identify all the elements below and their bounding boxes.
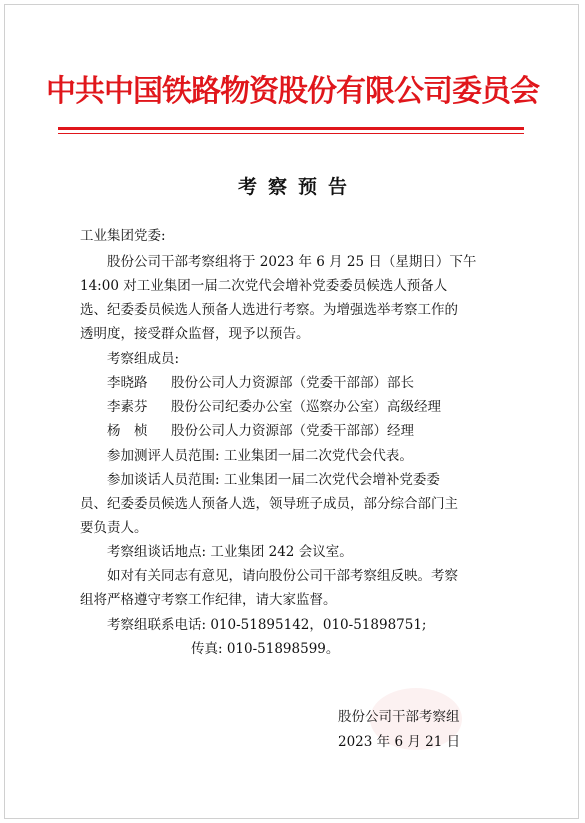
talk-location: 考察组谈话地点: 工业集团 242 会议室。 <box>107 544 353 560</box>
member-row <box>107 419 414 439</box>
member-title: 股份公司纪委办公室（巡察办公室）高级经理 <box>171 399 441 415</box>
org-header: 中共中国铁路物资股份有限公司委员会 <box>46 74 539 109</box>
talk-scope-line: 要负责人。 <box>80 520 148 536</box>
talk-scope-line: 员、纪委委员候选人预备人选，领导班子成员，部分综合部门主 <box>80 496 458 512</box>
member-row <box>107 371 414 391</box>
signature: 股份公司干部考察组 <box>338 709 460 725</box>
member-title: 股份公司人力资源部（党委干部部）部长 <box>171 375 414 391</box>
opinion-line: 组将严格遵守考察工作纪律，请大家监督。 <box>80 592 337 608</box>
evaluation-scope: 参加测评人员范围: 工业集团一届二次党代会代表。 <box>107 448 413 464</box>
member-title: 股份公司人力资源部（党委干部部）经理 <box>171 423 414 439</box>
opinion-line: 如对有关同志有意见，请向股份公司干部考察组反映。考察 <box>107 568 458 584</box>
group-members-label: 考察组成员: <box>107 351 180 367</box>
paragraph-notice-line: 透明度，接受群众监督，现予以预告。 <box>80 326 310 342</box>
member-name: 李晓路 <box>107 375 148 391</box>
header-rule-thick <box>58 127 524 130</box>
member-name: 李素芬 <box>107 399 148 415</box>
paragraph-notice-line: 14:00 对工业集团一届二次党代会增补党委委员候选人预备人 <box>80 278 448 294</box>
paragraph-notice-line: 股份公司干部考察组将于 2023 年 6 月 25 日（星期日）下午 <box>107 254 477 270</box>
paragraph-notice-line: 选、纪委委员候选人预备人选进行考察。为增强选举考察工作的 <box>80 302 458 318</box>
member-name: 杨 桢 <box>107 423 148 439</box>
document-title: 考察预告 <box>237 176 358 198</box>
header-rule-thin <box>58 133 524 134</box>
contact-phone: 考察组联系电话: 010-51895142，010-51898751; <box>107 617 427 633</box>
talk-scope-line: 参加谈话人员范围: 工业集团一届二次党代会增补党委委 <box>107 472 440 488</box>
member-row <box>107 395 441 415</box>
signature-date: 2023 年 6 月 21 日 <box>338 734 461 750</box>
contact-fax: 传真: 010-51898599。 <box>191 641 340 657</box>
salutation: 工业集团党委: <box>80 228 166 244</box>
